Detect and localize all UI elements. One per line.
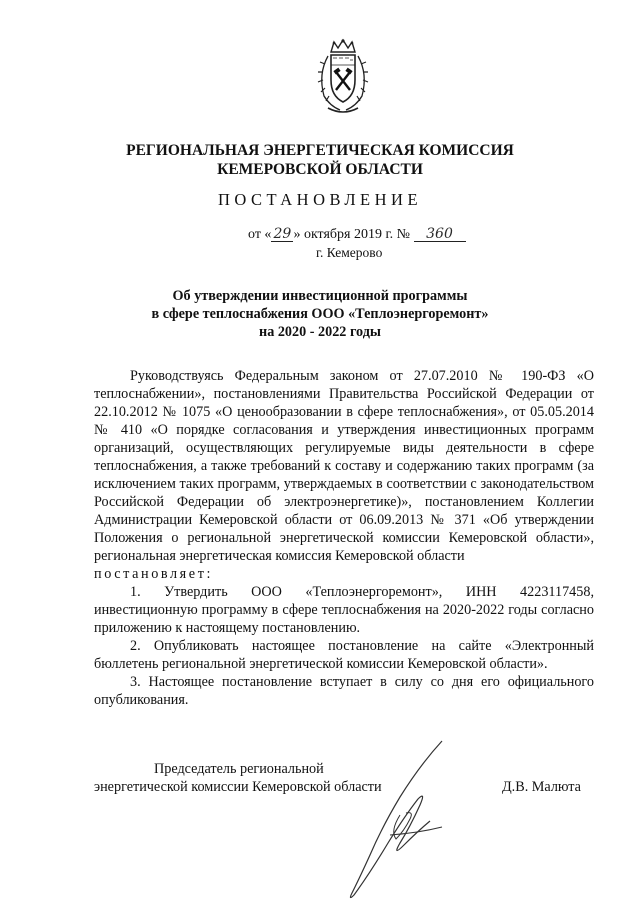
subject-line-3: на 2020 - 2022 годы [259,324,381,340]
document-dateline [248,227,466,243]
item-3-paragraph: 3. Настоящее постановление вступает в силу со дня его официального опубликования. [94,674,594,708]
organization-line-2: КЕМЕРОВСКОЙ ОБЛАСТИ [217,161,423,178]
document-subject [0,287,640,341]
document-city: г. Кемерово [316,245,383,260]
organization-line-1: РЕГИОНАЛЬНАЯ ЭНЕРГЕТИЧЕСКАЯ КОМИССИЯ [126,142,514,159]
document-type: ПОСТАНОВЛЕНИЕ [217,190,423,209]
organization-name [0,141,640,179]
signatory-name: Д.В. Малюта [502,779,581,795]
signatory-title-line-1: Председатель региональной [154,761,324,777]
preamble-paragraph [94,367,594,565]
coat-of-arms-icon [314,38,372,116]
signatory-title-line-2: энергетической комиссии Кемеровской области [94,779,382,795]
dateline-middle: » октября 2019 г. № [293,227,411,242]
subject-line-2: в сфере теплоснабжения ООО «Теплоэнергоремонт» [151,306,489,322]
preamble-text: Руководствуясь Федеральным законом от 27.07.2010 № 190-ФЗ «О теплоснабжении», постановлениями Правительства Российской Федерации от 22.10.2012 № 1075 «О ценообразовании в сфере теплоснабжения», от 05.05.2014 № 410 «О порядке согласования и утверждения инвестиционных программ организаций, осуществляющих регулируемые виды деятельности в сфере теплоснабжения, а также требований к составу и содержанию таких программ (за исключением таких программ, утверждаемых в соответствии с законодательством Российской Федерации об электроэнергетике)», постановлением Коллегии Администрации Кемеровской области от 06.09.2013 № 371 «Об утверждении Положения о региональной энергетической комиссии Кемеровской области», региональная энергетическая комиссия Кемеровской области [94,368,594,564]
document-number: 360 [414,227,466,242]
handwritten-signature-icon [330,735,450,905]
document-body [94,367,594,709]
item-1-paragraph: 1. Утвердить ООО «Теплоэнергоремонт», ИНН 4223117458, инвестиционную программу в сфере теплоснабжения на 2020-2022 годы согласно приложению к настоящему постановлению. [94,584,594,636]
dateline-day: 29 [271,227,293,242]
resolves-word: постановляет: [94,566,214,582]
resolves-paragraph [94,565,594,583]
item-2-paragraph: 2. Опубликовать настоящее постановление на сайте «Электронный бюллетень региональной энергетической комиссии Кемеровской области». [94,638,594,672]
dateline-prefix: от « [248,227,272,242]
subject-line-1: Об утверждении инвестиционной программы [172,288,468,304]
